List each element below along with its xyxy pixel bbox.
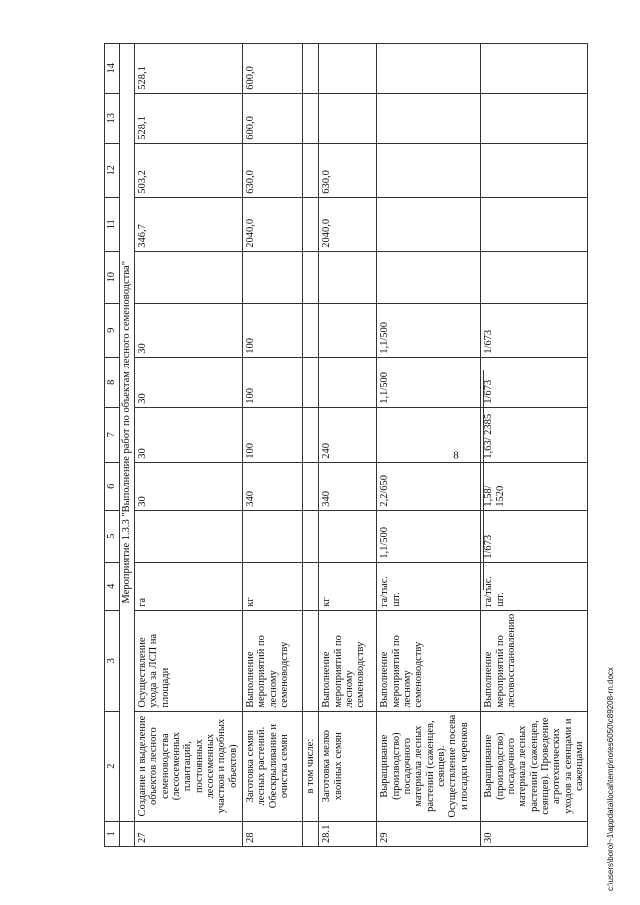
table-row <box>303 43 319 846</box>
cell-result: Выполнение мероприятий по лесовосстановлению <box>481 610 588 711</box>
cell-unit: кг <box>243 562 303 610</box>
cell-value <box>303 143 319 197</box>
cell-name: Выращивание (производство) посадочного материала лесных растений (саженцев, сеянцев). Проведение агротехнических уходов за сеянцами и саженцами <box>481 711 588 821</box>
cell-no: 28 <box>243 821 303 846</box>
cell-value <box>243 251 303 303</box>
col-number: 9 <box>105 303 120 357</box>
cell-value: 100 <box>243 407 303 462</box>
col-number: 8 <box>105 357 120 407</box>
cell-value: 630,0 <box>243 143 303 197</box>
cell-value: 30 <box>135 407 243 462</box>
cell-value <box>319 303 377 357</box>
col-number: 6 <box>105 462 120 510</box>
cell-value: 1,63/ 2385 <box>481 407 588 462</box>
cell-no <box>303 821 319 846</box>
cell-value: 630,0 <box>319 143 377 197</box>
cell-unit: га/тыс. шт. <box>377 562 481 610</box>
cell-value: 503,2 <box>135 143 243 197</box>
cell-value <box>481 43 588 93</box>
cell-unit: га/тыс. шт. <box>481 562 588 610</box>
cell-value: 240 <box>319 407 377 462</box>
cell-value <box>377 197 481 251</box>
col-number: 2 <box>105 711 120 821</box>
cell-value: 100 <box>243 303 303 357</box>
col-number: 11 <box>105 197 120 251</box>
cell-value: 1,58/ 1520 <box>481 462 588 510</box>
col-number: 1 <box>105 821 120 846</box>
group-title: Мероприятие 1.3.3 "Выполнение работ по объектам лесного семеноводства" <box>120 43 135 821</box>
cell-no: 27 <box>135 821 243 846</box>
cell-result: Выполнение мероприятий по лесному семеноводству <box>243 610 303 711</box>
cell-value: 30 <box>135 303 243 357</box>
cell-value <box>481 251 588 303</box>
cell-value <box>481 143 588 197</box>
cell-value <box>303 462 319 510</box>
cell-value <box>319 357 377 407</box>
cell-value <box>319 510 377 562</box>
cell-no: 28.1 <box>319 821 377 846</box>
cell-value: 1,1/500 <box>377 510 481 562</box>
activities-table <box>104 43 588 847</box>
cell-value <box>377 93 481 143</box>
cell-name: Выращивание (производство) посадочного материала лесных растений (саженцев, сеянцев). Осуществление посева и посадки черенков <box>377 711 481 821</box>
cell-result: Выполнение мероприятий по лесному семеноводству <box>377 610 481 711</box>
group-row <box>120 43 135 846</box>
table-row <box>135 43 243 846</box>
cell-value <box>303 407 319 462</box>
cell-unit: га <box>135 562 243 610</box>
footnote-divider <box>483 370 484 590</box>
col-number: 12 <box>105 143 120 197</box>
cell-value: 2,2/650 <box>377 462 481 510</box>
col-number: 10 <box>105 251 120 303</box>
cell-name: в том числе: <box>303 711 319 821</box>
column-number-row <box>105 43 120 846</box>
cell-value: 2040,0 <box>243 197 303 251</box>
cell-value <box>303 357 319 407</box>
cell-value <box>303 43 319 93</box>
cell-value <box>377 251 481 303</box>
cell-value: 1,1/500 <box>377 357 481 407</box>
cell-value: 340 <box>319 462 377 510</box>
cell-value: 528,1 <box>135 93 243 143</box>
cell-value <box>481 93 588 143</box>
page-number: 8 <box>453 449 459 462</box>
cell-result: Выполнение мероприятий по лесному семеноводству <box>319 610 377 711</box>
cell-value <box>303 197 319 251</box>
cell-unit <box>303 562 319 610</box>
cell-value <box>303 251 319 303</box>
table-row <box>243 43 303 846</box>
cell-value <box>319 43 377 93</box>
cell-value: 528,1 <box>135 43 243 93</box>
cell-value: 1/673 <box>481 510 588 562</box>
table-row <box>481 43 588 846</box>
cell-result: Осуществление ухода за ЛСП на площади <box>135 610 243 711</box>
cell-value: 100 <box>243 357 303 407</box>
cell-value: 1/673 <box>481 357 588 407</box>
cell-value <box>377 407 481 462</box>
cell-value <box>243 510 303 562</box>
col-number: 3 <box>105 610 120 711</box>
cell-value: 1,1/500 <box>377 303 481 357</box>
cell-value: 600,0 <box>243 43 303 93</box>
cell-result <box>303 610 319 711</box>
cell-value <box>135 510 243 562</box>
cell-name: Создание и выделение объектов лесного семеноводства (лесосеменных плантаций, постоянных лесосеменных участков и подобных объектов) <box>135 711 243 821</box>
cell-value: 346,7 <box>135 197 243 251</box>
col-number: 14 <box>105 43 120 93</box>
cell-value <box>303 303 319 357</box>
col-number: 7 <box>105 407 120 462</box>
cell-value <box>319 251 377 303</box>
cell-value <box>319 93 377 143</box>
cell-value <box>303 93 319 143</box>
cell-value: 30 <box>135 462 243 510</box>
cell-name: Заготовка семян лесных растений. Обескрыливание и очистка семян <box>243 711 303 821</box>
cell-name: Заготовка мелко хвойных семян <box>319 711 377 821</box>
cell-value <box>377 143 481 197</box>
cell-value <box>303 510 319 562</box>
cell-value: 600,0 <box>243 93 303 143</box>
cell-value <box>481 197 588 251</box>
table-row <box>377 43 481 846</box>
cell-value: 340 <box>243 462 303 510</box>
cell-value <box>377 43 481 93</box>
col-number: 5 <box>105 510 120 562</box>
cell-value: 1/673 <box>481 303 588 357</box>
cell-no: 30 <box>481 821 588 846</box>
col-number: 4 <box>105 562 120 610</box>
file-path-footer: c:\users\borol~1\appdata\local\temp\notes6050\c89208-rn.docx <box>606 667 615 891</box>
table-row <box>319 43 377 846</box>
col-number: 13 <box>105 93 120 143</box>
cell-value: 30 <box>135 357 243 407</box>
cell-value: 2040,0 <box>319 197 377 251</box>
cell-unit: кг <box>319 562 377 610</box>
cell-no: 29 <box>377 821 481 846</box>
cell-value <box>135 251 243 303</box>
